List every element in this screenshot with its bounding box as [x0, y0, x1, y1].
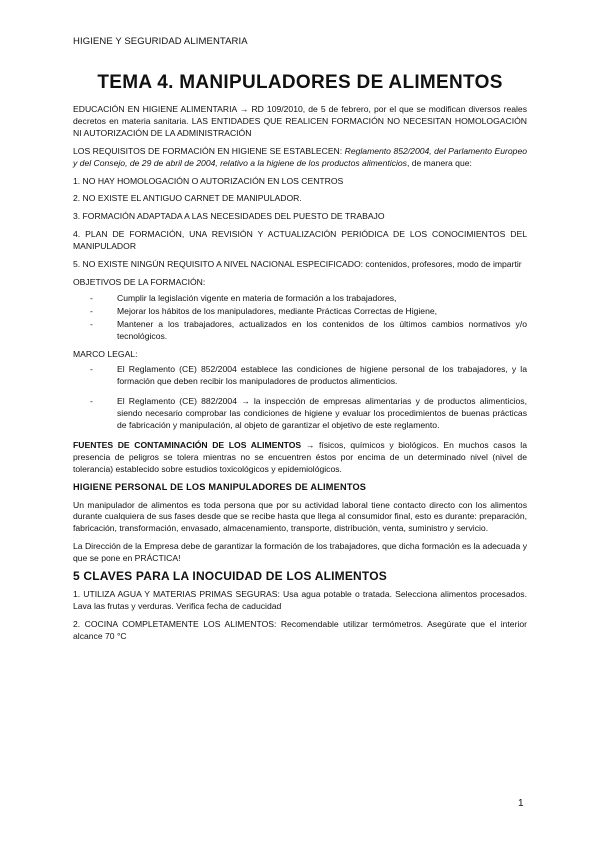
clave-item: 1. UTILIZA AGUA Y MATERIAS PRIMAS SEGURAS: Usa agua potable o tratada. Selecciona alimentos procesados. Lava las frutas y verduras. Verifica fecha de caducidad	[73, 589, 527, 611]
requisito-item: 5. NO EXISTE NINGÚN REQUISITO A NIVEL NACIONAL ESPECIFICADO: contenidos, profesores, modo de impartir	[73, 259, 522, 270]
marco-list	[73, 364, 527, 432]
intro-paragraph: EDUCACIÓN EN HIGIENE ALIMENTARIA → RD 109/2010, de 5 de febrero, por el que se modifican diversos reales decretos en materia sanitaria. LAS ENTIDADES QUE REALICEN FORMACIÓN NO NECESITAN HOMOLOGACIÓN NI AUTORIZACIÓN DE LA ADMINISTRACIÓN	[73, 104, 527, 138]
requisitos-tail: , de manera que:	[406, 157, 472, 168]
running-header: HIGIENE Y SEGURIDAD ALIMENTARIA	[73, 36, 248, 47]
requisito-item: 3. FORMACIÓN ADAPTADA A LAS NECESIDADES DEL PUESTO DE TRABAJO	[73, 211, 385, 222]
fuentes-heading: FUENTES DE CONTAMINACIÓN DE LOS ALIMENTOS	[73, 439, 302, 450]
objetivos-list	[73, 293, 527, 343]
fuentes-paragraph	[73, 440, 527, 476]
list-item: - Cumplir la legislación vigente en materia de formación a los trabajadores,	[117, 293, 527, 305]
objetivos-heading: OBJETIVOS DE LA FORMACIÓN:	[73, 276, 206, 287]
reglamento-reference: Reglamento 852/2004, del Parlamento Europeo y del Consejo, de 29 de abril de 2004, relativo a la higiene de los productos alimenticios	[73, 145, 527, 168]
page-number: 1	[518, 798, 524, 809]
requisito-item: 2. NO EXISTE EL ANTIGUO CARNET DE MANIPULADOR.	[73, 193, 302, 204]
marco-heading: MARCO LEGAL:	[73, 348, 138, 359]
requisito-item: 1. NO HAY HOMOLOGACIÓN O AUTORIZACIÓN EN LOS CENTROS	[73, 175, 344, 186]
list-item: - Mantener a los trabajadores, actualizados en los contenidos de los últimos cambios normativos y/o tecnológicos.	[117, 319, 527, 343]
requisitos-paragraph	[73, 146, 527, 170]
requisito-item: 4. PLAN DE FORMACIÓN, UNA REVISIÓN Y ACTUALIZACIÓN PERIÓDICA DE LOS CONOCIMIENTOS DEL MANIPULADOR	[73, 229, 527, 252]
direccion-paragraph: La Dirección de la Empresa debe de garantizar la formación de los trabajadores, que dicha formación es la adecuada y que se pone en PRÁCTICA!	[73, 541, 527, 564]
claves-heading: 5 CLAVES PARA LA INOCUIDAD DE LOS ALIMENTOS	[73, 569, 387, 584]
list-item: - El Reglamento (CE) 852/2004 establece las condiciones de higiene personal de los trabajadores, y la formación que deben recibir los manipuladores de productos alimenticios.	[117, 364, 527, 388]
page-title: TEMA 4. MANIPULADORES DE ALIMENTOS	[97, 72, 503, 93]
list-item: - Mejorar los hábitos de los manipuladores, mediante Prácticas Correctas de Higiene,	[117, 306, 527, 318]
document-body	[73, 104, 527, 649]
requisitos-lead: LOS REQUISITOS DE FORMACIÓN EN HIGIENE SE ESTABLECEN:	[73, 145, 345, 156]
higiene-personal-paragraph: Un manipulador de alimentos es toda persona que por su actividad laboral tiene contacto directo con los alimentos durante cualquiera de sus fases desde que se recibe hasta que llega al consumidor final, esto es durante: preparación, fabricación, transformación, envasado, almacenamiento, transporte, distribución, venta, suministro y servicio.	[73, 499, 527, 534]
higiene-personal-heading: HIGIENE PERSONAL DE LOS MANIPULADORES DE ALIMENTOS	[73, 481, 367, 492]
clave-item: 2. COCINA COMPLETAMENTE LOS ALIMENTOS: Recomendable utilizar termómetros. Asegúrate que el interior alcance 70 °C	[73, 618, 527, 641]
fuentes-text: → físicos, químicos y biológicos. En muchos casos la presencia de peligros se tolera mientras no se encuentren éstos por encima de un determinado nivel (nivel de tolerancia) establecido sobre estudios toxicológicos y epidemiológicos.	[73, 439, 527, 474]
list-item: - El Reglamento (CE) 882/2004 → la inspección de empresas alimentarias y de productos alimenticios, siendo necesario comprobar las condiciones de higiene y evaluar los procedimientos de buenas prácticas de fabricación y manipulación, al objeto de garantizar el objetivo de este reglamento.	[117, 396, 527, 432]
